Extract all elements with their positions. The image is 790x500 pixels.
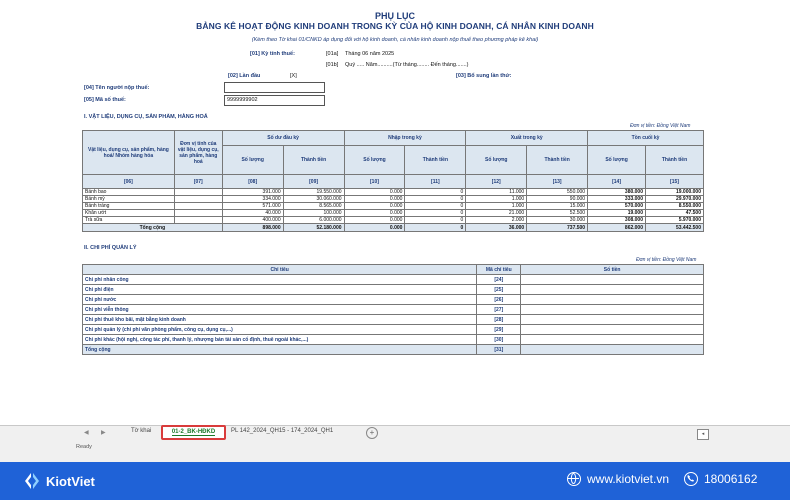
item-c14[interactable]: 333.000: [588, 196, 646, 203]
item-c14[interactable]: 19.000: [588, 210, 646, 217]
item-c09[interactable]: 100.000: [283, 210, 344, 217]
expense-code: [24]: [477, 275, 521, 285]
code-07: [07]: [174, 175, 222, 189]
sheet-tabs-bar: [0, 425, 790, 442]
item-c08[interactable]: 571.000: [222, 203, 283, 210]
item-c14[interactable]: 308.000: [588, 217, 646, 224]
exp-header-code: Mã chỉ tiêu: [477, 265, 521, 275]
expense-amount[interactable]: [521, 295, 704, 305]
item-c15[interactable]: 47.500: [646, 210, 704, 217]
item-c09[interactable]: 30.060.000: [283, 196, 344, 203]
expense-amount[interactable]: [521, 285, 704, 295]
item-c11[interactable]: 0: [405, 196, 466, 203]
tax-id-field[interactable]: 9999999902: [224, 95, 325, 106]
total-c08: 898.000: [222, 224, 283, 232]
expense-code: [26]: [477, 295, 521, 305]
expense-code: [30]: [477, 335, 521, 345]
header-unit: Đơn vị tính của vật liệu, dụng cụ, sản phẩm, hàng hoá: [174, 131, 222, 175]
expense-row: [83, 295, 704, 305]
header-item: Vật liệu, dụng cụ, sản phẩm, hàng hoá/ Nhóm hàng hóa: [83, 131, 175, 175]
item-c10[interactable]: 0.000: [344, 189, 405, 196]
taxpayer-label: [04] Tên người nộp thuế:: [84, 85, 150, 91]
item-name[interactable]: Trà sữa: [83, 217, 175, 224]
item-unit[interactable]: [174, 189, 222, 196]
expense-name: Chi phí thuê kho bãi, mặt bằng kinh doanh: [83, 315, 477, 325]
inventory-table: [82, 130, 704, 232]
item-c13[interactable]: 52.500: [527, 210, 588, 217]
item-name[interactable]: Khăn ướt: [83, 210, 175, 217]
item-c11[interactable]: 0: [405, 189, 466, 196]
header-qty: Số lượng: [466, 146, 527, 175]
item-unit[interactable]: [174, 203, 222, 210]
header-qty: Số lượng: [588, 146, 646, 175]
item-unit[interactable]: [174, 196, 222, 203]
website-link[interactable]: [567, 472, 669, 486]
first-time-label: [02] Lần đầu: [228, 73, 261, 79]
inventory-row: [83, 210, 704, 217]
scroll-left-button[interactable]: ◂: [697, 429, 709, 440]
expense-row: [83, 345, 704, 355]
code-15: [15]: [646, 175, 704, 189]
expense-amount[interactable]: [521, 335, 704, 345]
tab-bk-hdkd-label: 01-2_BK-HĐKD: [171, 429, 216, 435]
expense-row: [83, 275, 704, 285]
item-c11[interactable]: 0: [405, 210, 466, 217]
header-opening: Số dư đầu kỳ: [222, 131, 344, 146]
inventory-row: [83, 189, 704, 196]
total-label: Tổng cộng: [83, 224, 223, 232]
total-c13: 737.500: [527, 224, 588, 232]
exp-header-item: Chỉ tiêu: [83, 265, 477, 275]
total-c10: 0.000: [344, 224, 405, 232]
item-c14[interactable]: 570.000: [588, 203, 646, 210]
item-c08[interactable]: 334.000: [222, 196, 283, 203]
website-text: www.kiotviet.vn: [587, 472, 670, 486]
exp-header-amount: Số tiền: [521, 265, 704, 275]
form-main-title: BẢNG KÊ HOẠT ĐỘNG KINH DOANH TRONG KỲ CỦA HỘ KINH DOANH, CÁ NHÂN KINH DOANH: [196, 21, 594, 31]
phone-icon: [684, 472, 698, 486]
header-amount: Thành tiền: [405, 146, 466, 175]
header-export: Xuất trong kỳ: [466, 131, 588, 146]
code-08: [08]: [222, 175, 283, 189]
inventory-total-row: [83, 224, 704, 232]
expense-name: Chi phí quản lý (chi phí văn phòng phẩm, công cụ, dụng cụ,...): [83, 325, 477, 335]
item-unit[interactable]: [174, 210, 222, 217]
period-01a-value[interactable]: Tháng 06 năm 2025: [345, 51, 395, 57]
total-c09: 52.180.000: [283, 224, 344, 232]
header-qty: Số lượng: [344, 146, 405, 175]
item-c12[interactable]: 1.000: [466, 196, 527, 203]
form-subtitle: (Kèm theo Tờ khai 01/CNKD áp dụng đối với hộ kinh doanh, cá nhân kinh doanh nộp thuế theo phương pháp kê khai): [251, 37, 539, 43]
item-c12[interactable]: 2.000: [466, 217, 527, 224]
expense-row: [83, 285, 704, 295]
period-01a-code: [01a]: [326, 51, 339, 57]
code-10: [10]: [344, 175, 405, 189]
item-unit[interactable]: [174, 217, 222, 224]
expense-name: Tổng cộng: [83, 345, 477, 355]
prev-sheet-button[interactable]: ◀: [84, 430, 89, 436]
section1-unit: Đơn vị tiền: Đồng Việt Nam: [630, 123, 691, 129]
header-closing: Tồn cuối kỳ: [588, 131, 704, 146]
item-name[interactable]: Bánh tráng: [83, 203, 175, 210]
tab-to-khai[interactable]: Tờ khai: [131, 428, 152, 434]
expense-code: [25]: [477, 285, 521, 295]
total-c12: 36.000: [466, 224, 527, 232]
tax-id-label: [05] Mã số thuế:: [84, 97, 126, 103]
tab-pl-142[interactable]: PL 142_2024_QH15 - 174_2024_QH1: [231, 428, 334, 434]
item-c15[interactable]: 29.970.000: [646, 196, 704, 203]
brand-name: KiotViet: [46, 473, 95, 489]
inventory-row: [83, 217, 704, 224]
item-c10[interactable]: 0.000: [344, 210, 405, 217]
item-c11[interactable]: 0: [405, 217, 466, 224]
item-c10[interactable]: 0.000: [344, 217, 405, 224]
expense-name: Chi phí điện: [83, 285, 477, 295]
period-label: [01] Kỳ tính thuế:: [250, 51, 295, 57]
item-c08[interactable]: 400.000: [222, 217, 283, 224]
item-c09[interactable]: 8.565.000: [283, 203, 344, 210]
item-c11[interactable]: 0: [405, 203, 466, 210]
header-amount: Thành tiền: [646, 146, 704, 175]
expense-row: [83, 325, 704, 335]
total-c14: 862.000: [588, 224, 646, 232]
expense-code: [29]: [477, 325, 521, 335]
header-import: Nhập trong kỳ: [344, 131, 466, 146]
kiotviet-logo-icon: [22, 471, 42, 491]
taxpayer-field[interactable]: [224, 82, 325, 93]
expense-row: [83, 315, 704, 325]
expenses-table: [82, 264, 704, 355]
phone-link[interactable]: [684, 472, 757, 486]
header-amount: Thành tiền: [283, 146, 344, 175]
item-c12[interactable]: 1.000: [466, 203, 527, 210]
expense-name: Chi phí viễn thông: [83, 305, 477, 315]
item-c15[interactable]: 19.000.000: [646, 189, 704, 196]
expense-code: [27]: [477, 305, 521, 315]
brand-footer: [0, 462, 790, 500]
item-c15[interactable]: 8.550.000: [646, 203, 704, 210]
header-amount: Thành tiền: [527, 146, 588, 175]
status-bar: [0, 441, 790, 462]
item-name[interactable]: Bánh bao: [83, 189, 175, 196]
phone-text: 18006162: [704, 472, 758, 486]
form-title: PHỤ LỤC: [375, 11, 415, 21]
item-c12[interactable]: 21.000: [466, 210, 527, 217]
status-text: Ready: [76, 444, 92, 450]
header-qty: Số lượng: [222, 146, 283, 175]
globe-icon: [567, 472, 581, 486]
item-c08[interactable]: 391.000: [222, 189, 283, 196]
next-sheet-button[interactable]: ▶: [101, 430, 106, 436]
kiotviet-logo: [22, 471, 95, 491]
expense-row: [83, 335, 704, 345]
total-c11: 0: [405, 224, 466, 232]
section2-unit: Đơn vị tiền: Đồng Việt Nam: [636, 257, 697, 263]
expense-amount[interactable]: [521, 275, 704, 285]
item-name[interactable]: Bánh mỳ: [83, 196, 175, 203]
expense-code: [31]: [477, 345, 521, 355]
tab-bk-hdkd[interactable]: [161, 425, 226, 440]
item-c13[interactable]: 90.000: [527, 196, 588, 203]
expense-name: Chi phí khác (hội nghị, công tác phí, thanh lý, nhượng bán tài sản cố định, thuê ngoài khác,...): [83, 335, 477, 345]
code-13: [13]: [527, 175, 588, 189]
period-01b-value[interactable]: Quý ..... Năm..........(Từ tháng........ Đến tháng.......): [345, 62, 469, 68]
code-14: [14]: [588, 175, 646, 189]
item-c13[interactable]: 30.000: [527, 217, 588, 224]
first-time-mark[interactable]: [X]: [290, 73, 297, 79]
code-11: [11]: [405, 175, 466, 189]
expense-amount[interactable]: [521, 305, 704, 315]
expense-amount[interactable]: [521, 315, 704, 325]
code-09: [09]: [283, 175, 344, 189]
expense-amount[interactable]: [521, 325, 704, 335]
section2-title: II. CHI PHÍ QUẢN LÝ: [84, 245, 137, 251]
supplement-label: [03] Bổ sung lần thứ:: [456, 73, 512, 79]
expense-name: Chi phí nhân công: [83, 275, 477, 285]
code-06: [06]: [83, 175, 175, 189]
add-sheet-button[interactable]: +: [366, 427, 378, 439]
expense-code: [28]: [477, 315, 521, 325]
item-c09[interactable]: 6.000.000: [283, 217, 344, 224]
item-c13[interactable]: 550.000: [527, 189, 588, 196]
inventory-row: [83, 203, 704, 210]
item-c10[interactable]: 0.000: [344, 203, 405, 210]
item-c08[interactable]: 40.000: [222, 210, 283, 217]
item-c12[interactable]: 11.000: [466, 189, 527, 196]
period-01b-code: [01b]: [326, 62, 339, 68]
item-c10[interactable]: 0.000: [344, 196, 405, 203]
inventory-row: [83, 196, 704, 203]
section1-title: I. VẬT LIỆU, DỤNG CỤ, SẢN PHẨM, HÀNG HOÁ: [84, 114, 208, 120]
expense-row: [83, 305, 704, 315]
expense-amount[interactable]: [521, 345, 704, 355]
item-c15[interactable]: 5.970.000: [646, 217, 704, 224]
item-c14[interactable]: 380.000: [588, 189, 646, 196]
item-c09[interactable]: 19.550.000: [283, 189, 344, 196]
expense-name: Chi phí nước: [83, 295, 477, 305]
code-12: [12]: [466, 175, 527, 189]
total-c15: 53.442.500: [646, 224, 704, 232]
item-c13[interactable]: 15.000: [527, 203, 588, 210]
